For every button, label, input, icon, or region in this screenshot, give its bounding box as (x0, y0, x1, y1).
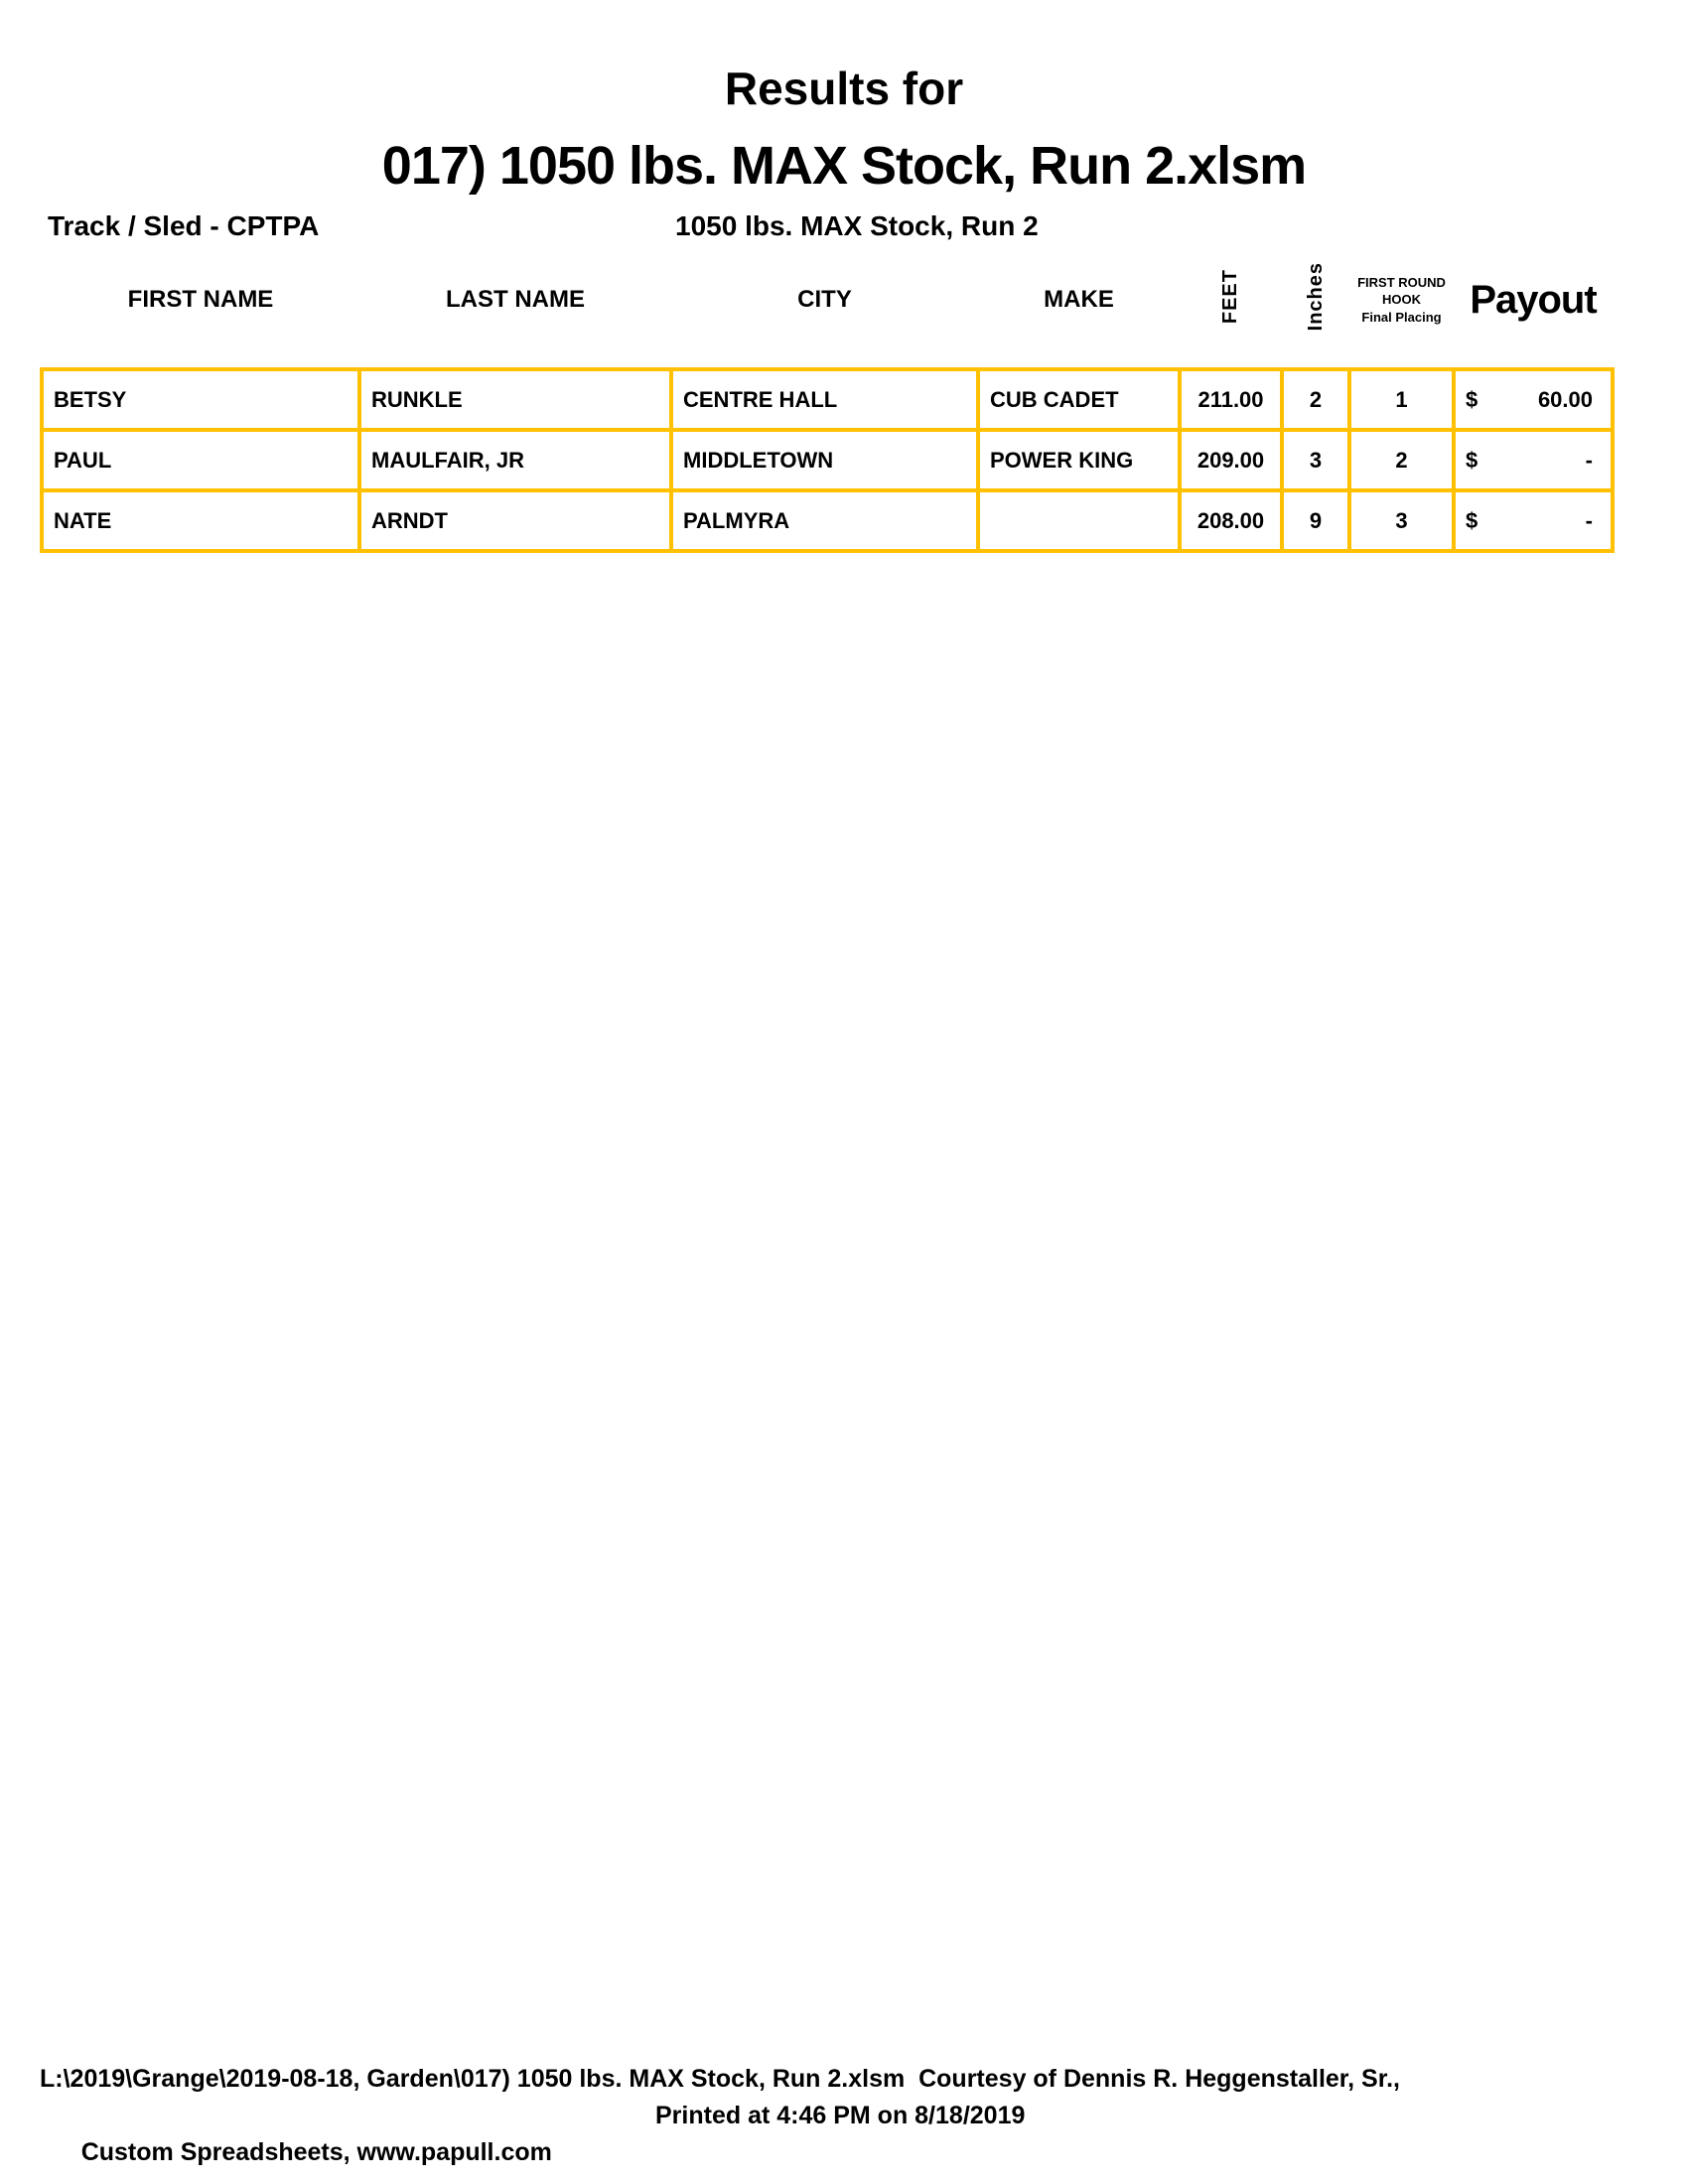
cell-inches: 9 (1282, 490, 1349, 551)
col-header-hook-placing (1349, 246, 1454, 369)
payout-currency: $ (1466, 507, 1478, 533)
cell-placing: 1 (1349, 369, 1454, 430)
table-row (42, 369, 1613, 430)
footer-file-path-line: L:\2019\Grange\2019-08-18, Garden\017) 1050 lbs. MAX Stock, Run 2.xlsm Courtesy of Dennis R. Heggenstaller, Sr., (40, 2065, 1400, 2093)
cell-payout (1454, 369, 1613, 430)
cell-last-name: MAULFAIR, JR (359, 430, 671, 490)
cell-make: POWER KING (978, 430, 1180, 490)
class-name-label: 1050 lbs. MAX Stock, Run 2 (675, 210, 1039, 241)
payout-currency: $ (1466, 386, 1478, 412)
header-row (42, 246, 1613, 369)
cell-city: PALMYRA (671, 490, 978, 551)
cell-payout (1454, 490, 1613, 551)
cell-last-name: RUNKLE (359, 369, 671, 430)
col-header-inches (1282, 246, 1349, 369)
cell-inches: 3 (1282, 430, 1349, 490)
subtitle-row (48, 210, 1636, 242)
cell-placing: 2 (1349, 430, 1454, 490)
payout-amount: 60.00 (1537, 386, 1593, 412)
page-footer (40, 2061, 1400, 2184)
cell-first-name: PAUL (42, 430, 359, 490)
results-table-wrap (40, 246, 1615, 553)
payout-currency: $ (1466, 447, 1478, 473)
cell-payout (1454, 430, 1613, 490)
footer-printed-timestamp: Printed at 4:46 PM on 8/18/2019 (655, 2102, 1026, 2129)
col-header-last-name: LAST NAME (446, 286, 585, 313)
cell-make (978, 490, 1180, 551)
hook-header-line1: FIRST ROUND (1357, 274, 1446, 290)
table-row (42, 430, 1613, 490)
cell-last-name: ARNDT (359, 490, 671, 551)
footer-credit-line (40, 2098, 1400, 2184)
track-sled-label: Track / Sled - CPTPA (48, 210, 320, 241)
filename-title: 017) 1050 lbs. MAX Stock, Run 2.xlsm (381, 136, 1307, 196)
cell-inches: 2 (1282, 369, 1349, 430)
col-header-payout: Payout (1470, 277, 1597, 322)
inches-vertical-label: Inches (1304, 261, 1327, 332)
payout-amount: - (1585, 507, 1593, 533)
cell-feet: 209.00 (1180, 430, 1282, 490)
footer-credit: Custom Spreadsheets, www.papull.com (80, 2138, 552, 2166)
hook-header-line2: HOOK (1382, 292, 1421, 308)
hook-header-line3: Final Placing (1361, 309, 1442, 325)
results-table (40, 246, 1615, 553)
cell-city: MIDDLETOWN (671, 430, 978, 490)
col-header-feet (1180, 246, 1282, 369)
feet-vertical-label: FEET (1219, 268, 1241, 325)
cell-first-name: BETSY (42, 369, 359, 430)
col-header-city: CITY (797, 286, 852, 313)
cell-feet: 211.00 (1180, 369, 1282, 430)
col-header-make: MAKE (1044, 286, 1114, 313)
cell-city: CENTRE HALL (671, 369, 978, 430)
results-title: Results for (724, 63, 964, 114)
cell-feet: 208.00 (1180, 490, 1282, 551)
cell-first-name: NATE (42, 490, 359, 551)
cell-make: CUB CADET (978, 369, 1180, 430)
payout-amount: - (1585, 447, 1593, 473)
table-row (42, 490, 1613, 551)
col-header-first-name: FIRST NAME (127, 286, 274, 313)
cell-placing: 3 (1349, 490, 1454, 551)
